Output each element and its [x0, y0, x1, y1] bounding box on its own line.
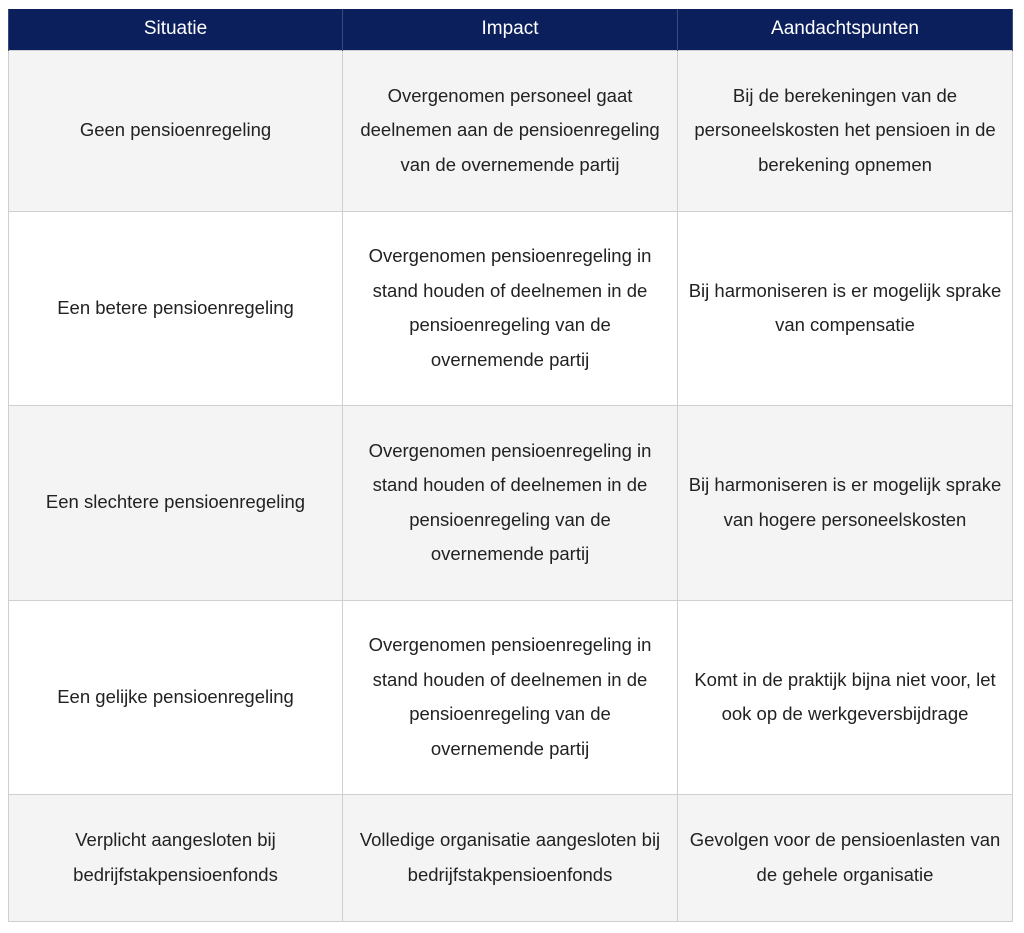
cell-impact: Overgenomen personeel gaat deelnemen aan de pensioenregeling van de overnemende partij	[343, 50, 678, 211]
cell-aandachtspunten: Gevolgen voor de pensioenlasten van de gehele organisatie	[678, 794, 1013, 921]
cell-aandachtspunten: Bij harmoniseren is er mogelijk sprake van compensatie	[678, 211, 1013, 405]
cell-impact: Volledige organisatie aangesloten bij bedrijfstakpensioenfonds	[343, 794, 678, 921]
header-row	[9, 9, 1013, 50]
table-row	[9, 600, 1013, 794]
table-row	[9, 405, 1013, 600]
cell-situatie: Een slechtere pensioenregeling	[9, 405, 343, 600]
pension-situations-table	[8, 9, 1013, 922]
table-header	[9, 9, 1013, 50]
pension-situations-table-container	[8, 9, 1012, 922]
cell-situatie: Geen pensioenregeling	[9, 50, 343, 211]
cell-situatie: Verplicht aangesloten bij bedrijfstakpensioenfonds	[9, 794, 343, 921]
cell-aandachtspunten: Bij harmoniseren is er mogelijk sprake van hogere personeelskosten	[678, 405, 1013, 600]
table-row	[9, 211, 1013, 405]
cell-situatie: Een gelijke pensioenregeling	[9, 600, 343, 794]
header-situatie: Situatie	[9, 9, 343, 50]
header-aandachtspunten: Aandachtspunten	[678, 9, 1013, 50]
cell-impact: Overgenomen pensioenregeling in stand houden of deelnemen in de pensioenregeling van de overnemende partij	[343, 600, 678, 794]
cell-impact: Overgenomen pensioenregeling in stand houden of deelnemen in de pensioenregeling van de overnemende partij	[343, 405, 678, 600]
header-impact: Impact	[343, 9, 678, 50]
cell-situatie: Een betere pensioenregeling	[9, 211, 343, 405]
cell-impact: Overgenomen pensioenregeling in stand houden of deelnemen in de pensioenregeling van de overnemende partij	[343, 211, 678, 405]
table-row	[9, 794, 1013, 921]
table-body	[9, 50, 1013, 921]
table-row	[9, 50, 1013, 211]
cell-aandachtspunten: Komt in de praktijk bijna niet voor, let ook op de werkgeversbijdrage	[678, 600, 1013, 794]
cell-aandachtspunten: Bij de berekeningen van de personeelskosten het pensioen in de berekening opnemen	[678, 50, 1013, 211]
